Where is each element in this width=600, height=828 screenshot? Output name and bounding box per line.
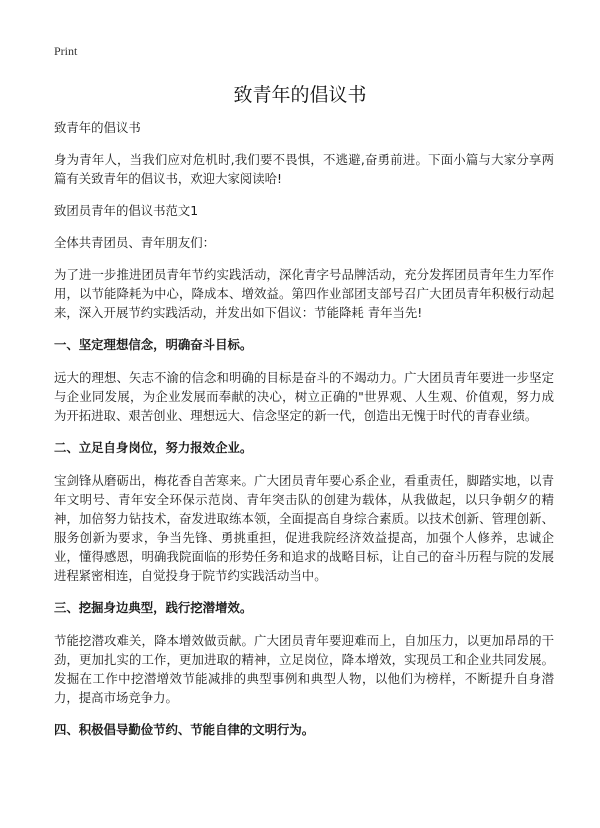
section-heading: 一、坚定理想信念，明确奋斗目标。 — [54, 337, 253, 352]
page-title: 致青年的倡议书 — [233, 84, 367, 106]
paragraph: 身为青年人，当我们应对危机时,我们要不畏惧，不逃避,奋勇前进。下面小篇与大家分享两篇有关致青年的倡议书，欢迎大家阅读哈! — [54, 152, 554, 186]
paragraph: 宝剑锋从磨砺出，梅花香自苦寒来。广大团员青年要心系企业，看重责任，脚踏实地，以青年文明号、青年安全环保示范岗、青年突击队的创建为载体，从我做起，以只争朝夕的精神，加倍努力钻技术，奋发进取练本领，全面提高自身综合素质。以技术创新、管理创新、服务创新为要求，争当先锋、勇挑重担，促进我院经济效益提高，加强个人修养，忠诚企业，懂得感恩，明确我院面临的形势任务和追求的战略目标，让自己的奋斗历程与院的发展进程紧密相连，自觉投身于院节约实践活动当中。 — [54, 473, 554, 583]
paragraph: 节能挖潜攻难关，降本增效做贡献。广大团员青年要迎难而上，自加压力，以更加昂昂的干劲，更加扎实的工作，更加进取的精神，立足岗位，降本增效，实现员工和企业共同发展。发掘在工作中挖潜增效节能减排的典型事例和典型人物，以他们为榜样，不断提升自身潜力，提高市场竞争力。 — [54, 633, 554, 705]
paragraph: 致青年的倡议书 — [54, 120, 141, 135]
paragraph: 全体共青团员、青年朋友们： — [54, 235, 216, 250]
section-heading: 二、立足自身岗位，努力报效企业。 — [54, 440, 253, 455]
section-heading: 四、积极倡导勤俭节约、节能自律的文明行为。 — [54, 722, 315, 737]
print-label: Print — [54, 44, 78, 58]
paragraph: 为了进一步推进团员青年节约实践活动，深化青字号品牌活动，充分发挥团员青年生力军作用，以节能降耗为中心，降成本、增效益。第四作业部团支部号召广大团员青年积极行动起来，深入开展节约实践活动，并发出如下倡议：节能降耗 青年当先! — [54, 267, 554, 320]
paragraph: 致团员青年的倡议书范文1 — [54, 203, 199, 218]
paragraph: 远大的理想、矢志不渝的信念和明确的目标是奋斗的不竭动力。广大团员青年要进一步坚定与企业同发展，为企业发展而奉献的决心，树立正确的"世界观、人生观、价值观，努力成为开拓进取、艰苦创业、理想远大、信念坚定的新一代，创造出无愧于时代的青春业绩。 — [54, 370, 554, 423]
document-body — [54, 118, 554, 753]
section-heading: 三、挖掘身边典型，践行挖潜增效。 — [54, 600, 253, 615]
